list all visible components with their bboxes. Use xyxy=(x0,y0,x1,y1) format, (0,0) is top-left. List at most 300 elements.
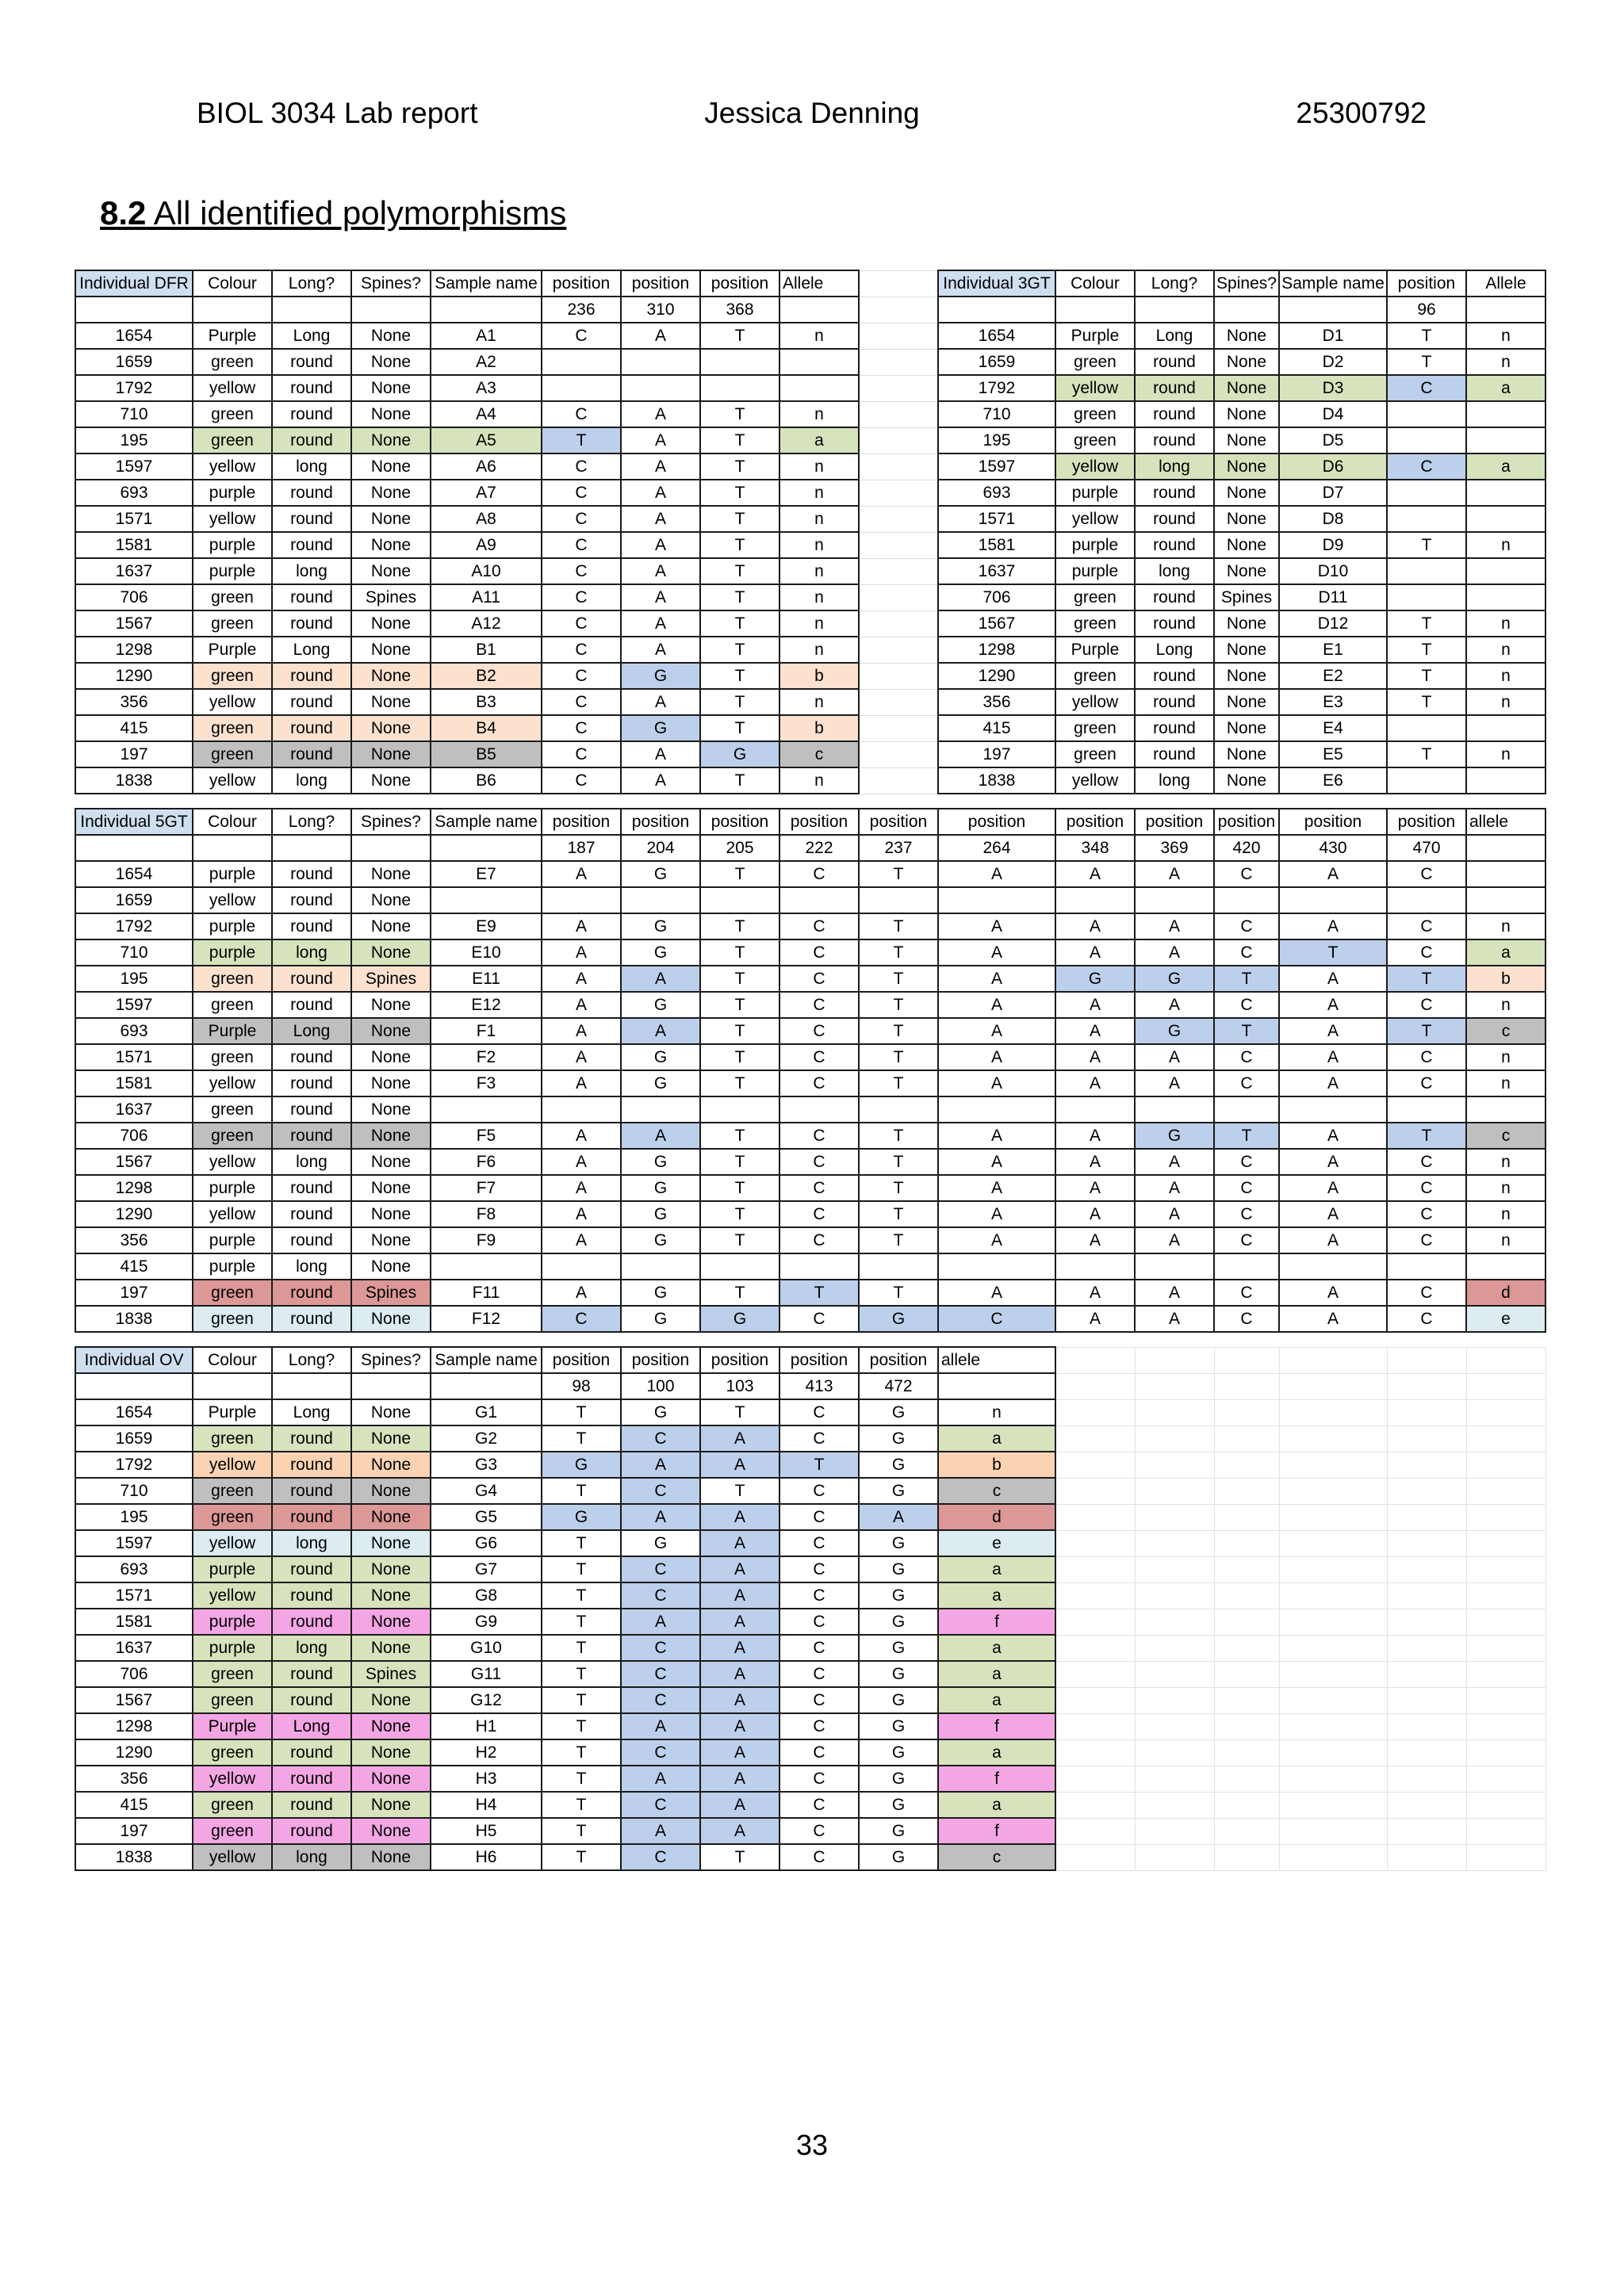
table-cell: G xyxy=(621,1280,700,1306)
empty-cell xyxy=(1055,1766,1135,1792)
table-cell: A12 xyxy=(431,610,542,637)
table-cell: A xyxy=(621,506,700,532)
empty-cell xyxy=(1214,1582,1279,1609)
table-cell xyxy=(1279,887,1387,913)
table-cell: n xyxy=(938,1399,1055,1425)
position-number xyxy=(75,1373,193,1399)
empty-cell xyxy=(1055,1609,1135,1635)
table-cell: round xyxy=(272,741,351,767)
table-cell: T xyxy=(700,1844,779,1870)
position-number xyxy=(1466,297,1545,323)
table-cell: yellow xyxy=(193,1452,272,1478)
table-cell: A xyxy=(859,1504,938,1530)
table-cell: T xyxy=(700,939,779,966)
empty-cell xyxy=(1387,1792,1466,1818)
table-cell: yellow xyxy=(193,1766,272,1792)
table-cell: round xyxy=(272,1504,351,1530)
individual-id: 1637 xyxy=(938,558,1055,584)
individual-id: 197 xyxy=(75,1818,193,1844)
table-cell: C xyxy=(542,715,621,741)
empty-cell xyxy=(1279,1661,1387,1687)
table-cell: D12 xyxy=(1279,610,1387,637)
table-cell: A xyxy=(1135,913,1214,939)
table-cell: C xyxy=(779,1044,859,1070)
table-cell xyxy=(1387,887,1466,913)
table-cell: A xyxy=(621,532,700,558)
table-cell: green xyxy=(1055,584,1135,610)
individual-id: 1290 xyxy=(938,663,1055,689)
table-cell: yellow xyxy=(1055,689,1135,715)
table-row xyxy=(75,1201,1545,1227)
table-cell: A xyxy=(621,1452,700,1478)
spacer-cell xyxy=(859,767,938,794)
table-row xyxy=(75,966,1545,992)
individual-id: 693 xyxy=(75,480,193,506)
table-5gt xyxy=(75,808,1546,1333)
table-cell: round xyxy=(272,1478,351,1504)
table-cell: n xyxy=(1466,663,1545,689)
column-header: position xyxy=(779,809,859,835)
table-cell: round xyxy=(272,992,351,1018)
empty-cell xyxy=(1055,1687,1135,1713)
table-cell: Long xyxy=(272,323,351,349)
table-cell xyxy=(1466,1096,1545,1123)
table-cell: D4 xyxy=(1279,401,1387,427)
column-header: Long? xyxy=(1135,270,1214,297)
individual-id: 1567 xyxy=(75,1687,193,1713)
table-cell: A xyxy=(1135,1149,1214,1175)
table-cell: A xyxy=(1135,1175,1214,1201)
column-header: Allele xyxy=(779,270,859,297)
table-cell: C xyxy=(779,1306,859,1332)
individual-id: 356 xyxy=(75,1227,193,1253)
empty-cell xyxy=(1387,1425,1466,1452)
position-number: 204 xyxy=(621,835,700,861)
table-cell: G xyxy=(859,1425,938,1452)
column-header: Long? xyxy=(272,1347,351,1373)
spacer-cell xyxy=(859,427,938,453)
table-cell: C xyxy=(1387,1201,1466,1227)
table-cell: C xyxy=(1387,1175,1466,1201)
table-cell: T xyxy=(779,1280,859,1306)
individual-id: 1654 xyxy=(938,323,1055,349)
table-cell: yellow xyxy=(1055,506,1135,532)
table-cell: A xyxy=(542,1044,621,1070)
table-cell: b xyxy=(779,715,859,741)
individual-id: 1654 xyxy=(75,861,193,887)
table-cell: round xyxy=(272,1556,351,1582)
empty-cell xyxy=(1279,1347,1387,1373)
empty-cell xyxy=(1466,1844,1545,1870)
table-cell: purple xyxy=(193,1609,272,1635)
table-cell: round xyxy=(272,1818,351,1844)
table-cell: n xyxy=(1466,1149,1545,1175)
individual-id: 1290 xyxy=(75,663,193,689)
table-cell: T xyxy=(542,1687,621,1713)
table-cell: T xyxy=(700,992,779,1018)
table-cell: yellow xyxy=(193,1201,272,1227)
position-number xyxy=(1135,297,1214,323)
table-row xyxy=(75,1425,1545,1452)
table-cell: None xyxy=(351,1070,431,1096)
table-cell: A xyxy=(700,1713,779,1739)
table-cell: Purple xyxy=(193,1399,272,1425)
table-cell: B1 xyxy=(431,637,542,663)
table-row xyxy=(75,1373,1545,1399)
table-cell: None xyxy=(351,375,431,401)
table-cell: A xyxy=(1279,1149,1387,1175)
table-cell: A xyxy=(621,637,700,663)
column-header: allele xyxy=(938,1347,1055,1373)
table-cell: green xyxy=(193,1123,272,1149)
table-cell xyxy=(542,1253,621,1280)
column-header: position xyxy=(859,809,938,835)
empty-cell xyxy=(1387,1556,1466,1582)
table-cell: D10 xyxy=(1279,558,1387,584)
table-cell: None xyxy=(1214,323,1279,349)
table-cell: T xyxy=(700,637,779,663)
table-cell: C xyxy=(779,1018,859,1044)
table-row xyxy=(75,1609,1545,1635)
table-cell: None xyxy=(351,887,431,913)
table-cell: G xyxy=(621,1399,700,1425)
position-number: 205 xyxy=(700,835,779,861)
table-cell: None xyxy=(1214,453,1279,480)
position-number: 222 xyxy=(779,835,859,861)
table-cell: A xyxy=(1055,861,1135,887)
table-cell: C xyxy=(779,966,859,992)
position-number xyxy=(193,297,272,323)
table-cell: None xyxy=(351,913,431,939)
column-header: position xyxy=(700,809,779,835)
table-cell: T xyxy=(859,1227,938,1253)
table-cell: G xyxy=(621,663,700,689)
table-cell: c xyxy=(1466,1123,1545,1149)
table-cell: E5 xyxy=(1279,741,1387,767)
table-cell: G xyxy=(621,1070,700,1096)
table-cell: D1 xyxy=(1279,323,1387,349)
table-cell xyxy=(1387,767,1466,794)
table-cell: A xyxy=(700,1661,779,1687)
table-cell: Spines xyxy=(351,966,431,992)
table-cell xyxy=(1279,1253,1387,1280)
table-cell: f xyxy=(938,1609,1055,1635)
table-cell: A xyxy=(1055,1044,1135,1070)
position-number xyxy=(351,297,431,323)
page-number: 33 xyxy=(795,2129,829,2161)
table-cell: F8 xyxy=(431,1201,542,1227)
table-cell: A xyxy=(542,1227,621,1253)
table-cell: None xyxy=(351,1582,431,1609)
empty-cell xyxy=(1214,1713,1279,1739)
empty-cell xyxy=(1387,1530,1466,1556)
table-cell: G2 xyxy=(431,1425,542,1452)
table-cell: C xyxy=(1214,1044,1279,1070)
position-number xyxy=(1279,297,1387,323)
table-cell: Purple xyxy=(193,637,272,663)
table-cell: H3 xyxy=(431,1766,542,1792)
table-cell: G8 xyxy=(431,1582,542,1609)
empty-cell xyxy=(1387,1687,1466,1713)
table-row xyxy=(75,375,1545,401)
table-row xyxy=(75,1556,1545,1582)
table-cell: green xyxy=(193,1739,272,1766)
column-header: Long? xyxy=(272,809,351,835)
table-cell: None xyxy=(351,1149,431,1175)
empty-cell xyxy=(1055,1425,1135,1452)
table-row xyxy=(75,1149,1545,1175)
table-cell: green xyxy=(193,610,272,637)
table-cell: G9 xyxy=(431,1609,542,1635)
table-cell: n xyxy=(1466,913,1545,939)
empty-cell xyxy=(1466,1556,1545,1582)
table-cell: A xyxy=(621,1766,700,1792)
table-cell: C xyxy=(1214,939,1279,966)
table-cell: b xyxy=(938,1452,1055,1478)
table-cell: green xyxy=(1055,349,1135,375)
table-row xyxy=(75,427,1545,453)
table-cell: C xyxy=(542,401,621,427)
table-cell: T xyxy=(700,584,779,610)
table-cell: a xyxy=(938,1792,1055,1818)
table-cell: C xyxy=(779,1661,859,1687)
table-cell: n xyxy=(779,610,859,637)
table-cell: T xyxy=(859,939,938,966)
spacer-cell xyxy=(859,715,938,741)
table-cell: A xyxy=(1279,1070,1387,1096)
table-cell: T xyxy=(700,453,779,480)
column-header: position xyxy=(700,270,779,297)
empty-cell xyxy=(1466,1425,1545,1452)
empty-cell xyxy=(1387,1609,1466,1635)
table-cell: A xyxy=(938,1175,1055,1201)
individual-id: 356 xyxy=(75,1766,193,1792)
table-cell: None xyxy=(1214,558,1279,584)
spacer-cell xyxy=(859,532,938,558)
column-header: Spines? xyxy=(351,809,431,835)
table-cell: G5 xyxy=(431,1504,542,1530)
column-header: Sample name xyxy=(1279,270,1387,297)
column-header: position xyxy=(1279,809,1387,835)
column-header: position xyxy=(1135,809,1214,835)
table-cell: C xyxy=(621,1844,700,1870)
table-cell: b xyxy=(1466,966,1545,992)
individual-id: 710 xyxy=(938,401,1055,427)
table-cell: purple xyxy=(193,1175,272,1201)
table-cell: G3 xyxy=(431,1452,542,1478)
table-row xyxy=(75,1175,1545,1201)
table-cell: G xyxy=(621,1044,700,1070)
table-cell: T xyxy=(542,1818,621,1844)
table-cell: None xyxy=(351,532,431,558)
table-row xyxy=(75,297,1545,323)
position-number xyxy=(938,1373,1055,1399)
table-cell xyxy=(1387,558,1466,584)
table-cell: None xyxy=(1214,767,1279,794)
table-cell: C xyxy=(1387,913,1466,939)
spacer-cell xyxy=(859,480,938,506)
table-cell: long xyxy=(272,1635,351,1661)
table-cell: d xyxy=(1466,1280,1545,1306)
table-row xyxy=(75,1253,1545,1280)
table-row xyxy=(75,401,1545,427)
individual-id: 706 xyxy=(75,584,193,610)
individual-id: 195 xyxy=(938,427,1055,453)
table-cell: Long xyxy=(272,1713,351,1739)
table-cell: A xyxy=(621,741,700,767)
table-cell: round xyxy=(272,1661,351,1687)
empty-cell xyxy=(1135,1504,1214,1530)
position-number: 470 xyxy=(1387,835,1466,861)
table-cell: T xyxy=(700,1044,779,1070)
table-cell: C xyxy=(1387,1280,1466,1306)
table-cell: A xyxy=(700,1687,779,1713)
table-cell: T xyxy=(1387,663,1466,689)
table-row xyxy=(75,1306,1545,1332)
table-cell: round xyxy=(1135,584,1214,610)
table-cell: green xyxy=(193,401,272,427)
table-cell: G xyxy=(859,1687,938,1713)
table-cell: a xyxy=(1466,375,1545,401)
position-number: 103 xyxy=(700,1373,779,1399)
table-cell: n xyxy=(1466,1201,1545,1227)
table-cell: purple xyxy=(193,939,272,966)
table-cell: A xyxy=(1279,1123,1387,1149)
individual-id: 1597 xyxy=(938,453,1055,480)
position-number xyxy=(779,297,859,323)
table-row xyxy=(75,1044,1545,1070)
table-cell: A10 xyxy=(431,558,542,584)
table-cell: long xyxy=(272,1149,351,1175)
table-cell: None xyxy=(351,637,431,663)
empty-cell xyxy=(1387,1818,1466,1844)
individual-id: 1838 xyxy=(75,767,193,794)
table-cell: T xyxy=(859,913,938,939)
table-cell xyxy=(1214,887,1279,913)
table-cell: round xyxy=(272,480,351,506)
table-cell: green xyxy=(193,1096,272,1123)
column-header: position xyxy=(779,1347,859,1373)
table-row xyxy=(75,809,1545,835)
empty-cell xyxy=(1466,1766,1545,1792)
table-cell: round xyxy=(272,1582,351,1609)
table-cell: round xyxy=(272,1425,351,1452)
empty-cell xyxy=(1135,1818,1214,1844)
table-cell: A xyxy=(1055,1070,1135,1096)
empty-cell xyxy=(1055,1530,1135,1556)
table-cell: A xyxy=(938,1201,1055,1227)
table-cell: round xyxy=(272,1792,351,1818)
table-cell: G xyxy=(859,1399,938,1425)
empty-cell xyxy=(1214,1556,1279,1582)
individual-id: 415 xyxy=(75,1253,193,1280)
table-cell: C xyxy=(1214,1227,1279,1253)
table-cell xyxy=(1466,506,1545,532)
individual-id: 1792 xyxy=(75,913,193,939)
table-cell: n xyxy=(779,767,859,794)
individual-id: 1571 xyxy=(75,1582,193,1609)
empty-cell xyxy=(1466,1635,1545,1661)
empty-cell xyxy=(1214,1792,1279,1818)
table-row xyxy=(75,887,1545,913)
table-cell: None xyxy=(351,1844,431,1870)
table-cell: None xyxy=(351,1123,431,1149)
table-cell: T xyxy=(1387,349,1466,375)
table-cell: A xyxy=(542,966,621,992)
table-cell: C xyxy=(542,663,621,689)
table-cell xyxy=(1135,1253,1214,1280)
spacer-cell xyxy=(859,401,938,427)
table-cell: C xyxy=(779,1739,859,1766)
individual-id: 706 xyxy=(75,1123,193,1149)
table-cell xyxy=(542,349,621,375)
table-cell: None xyxy=(1214,715,1279,741)
empty-cell xyxy=(1055,1582,1135,1609)
empty-cell xyxy=(1135,1425,1214,1452)
table-row xyxy=(75,1766,1545,1792)
table-cell: A xyxy=(1055,1123,1135,1149)
spacer-cell xyxy=(859,637,938,663)
empty-cell xyxy=(1279,1530,1387,1556)
table-cell: A xyxy=(621,558,700,584)
spacer-cell xyxy=(859,689,938,715)
individual-id: 415 xyxy=(75,1792,193,1818)
table-cell: round xyxy=(1135,715,1214,741)
table-cell: yellow xyxy=(193,453,272,480)
table-cell: n xyxy=(779,506,859,532)
individual-id: 710 xyxy=(75,401,193,427)
table-cell xyxy=(700,349,779,375)
table-cell: E11 xyxy=(431,966,542,992)
empty-cell xyxy=(1214,1373,1279,1399)
individual-id: 1637 xyxy=(75,1096,193,1123)
table-cell: C xyxy=(1387,375,1466,401)
column-header: Colour xyxy=(193,270,272,297)
table-cell: C xyxy=(542,610,621,637)
table-cell: A xyxy=(700,1425,779,1452)
table-cell: C xyxy=(542,532,621,558)
table-cell: None xyxy=(351,1739,431,1766)
table-cell xyxy=(700,1096,779,1123)
table-cell: T xyxy=(700,427,779,453)
table-cell: round xyxy=(272,1609,351,1635)
table-cell: C xyxy=(621,1478,700,1504)
table-cell: A xyxy=(938,1227,1055,1253)
column-header: Sample name xyxy=(431,809,542,835)
table-cell: None xyxy=(351,663,431,689)
table-cell: green xyxy=(193,349,272,375)
table-cell: purple xyxy=(193,532,272,558)
table-cell: A xyxy=(700,1582,779,1609)
table-cell: None xyxy=(1214,663,1279,689)
table-cell: G xyxy=(859,1739,938,1766)
table-cell: H5 xyxy=(431,1818,542,1844)
table-cell: G xyxy=(700,741,779,767)
table-cell: G xyxy=(1135,1123,1214,1149)
column-header: Sample name xyxy=(431,1347,542,1373)
table-cell: A xyxy=(621,323,700,349)
table-cell: T xyxy=(700,1123,779,1149)
table-cell: T xyxy=(1214,1018,1279,1044)
table-cell: G xyxy=(621,1227,700,1253)
empty-cell xyxy=(1055,1347,1135,1373)
column-header: Allele xyxy=(1466,270,1545,297)
table-cell: G xyxy=(621,715,700,741)
table-cell: n xyxy=(779,453,859,480)
empty-cell xyxy=(1466,1713,1545,1739)
empty-cell xyxy=(1214,1687,1279,1713)
table-cell xyxy=(1135,1096,1214,1123)
